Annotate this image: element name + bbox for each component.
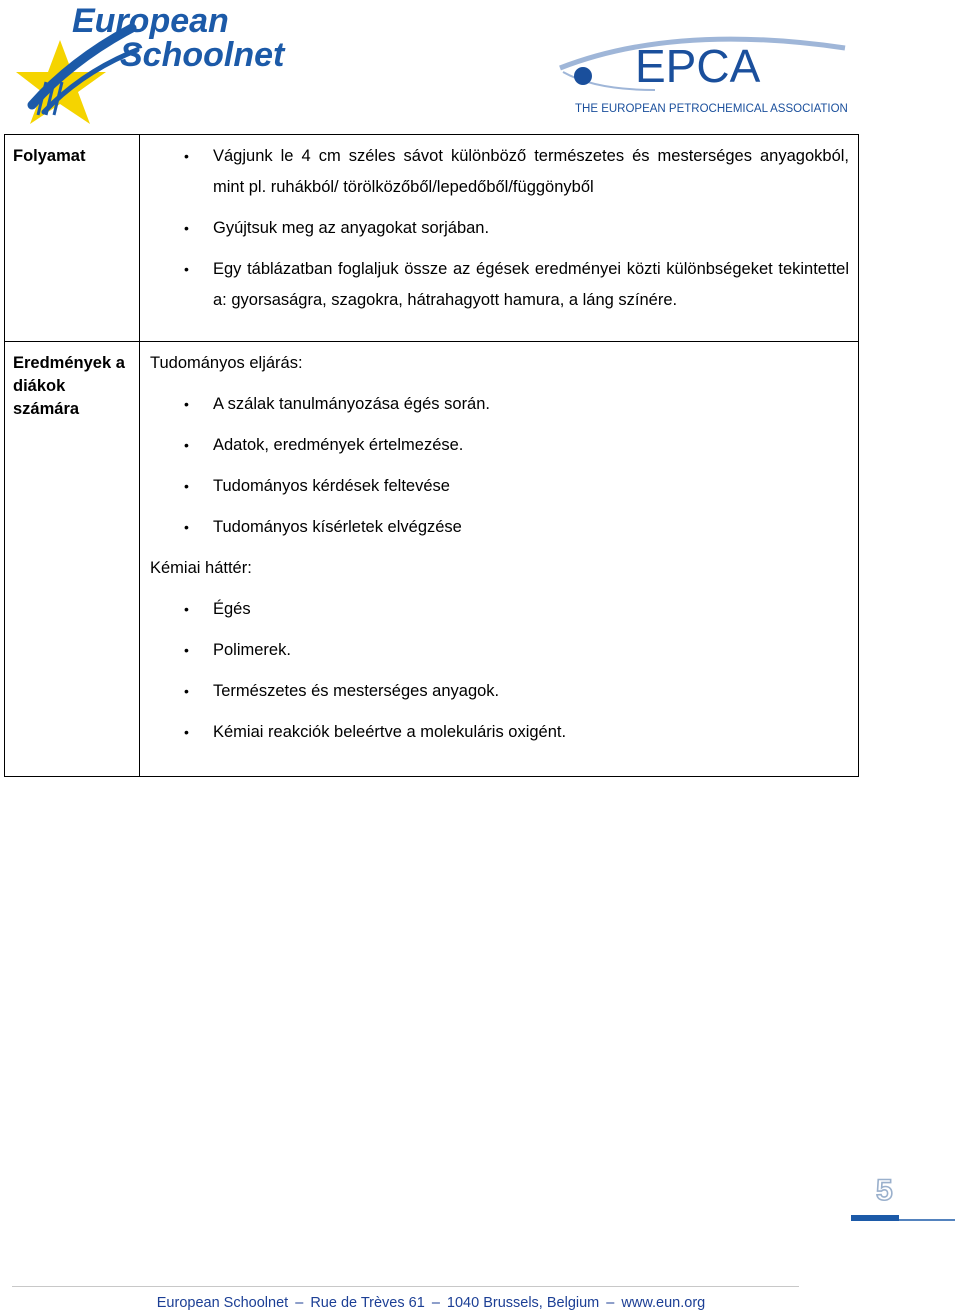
bullet-icon: • xyxy=(184,519,189,535)
list-item: • Vágjunk le 4 cm széles sávot különböző természetes és mesterséges anyagokból, mint pl. ruhákból/ törölközőből/lepedőből/függönyből xyxy=(150,141,849,203)
scientific-process-heading: Tudományos eljárás: xyxy=(150,354,303,372)
bullet-icon: • xyxy=(184,396,189,412)
table-row-process xyxy=(5,135,859,342)
footer-org: European Schoolnet xyxy=(156,1295,289,1311)
eun-line1-text: European xyxy=(72,2,229,40)
scientific-process-list xyxy=(150,389,849,543)
eun-line2-text: Schoolnet xyxy=(120,36,285,74)
activity-table xyxy=(4,134,859,777)
star-icon xyxy=(16,28,137,124)
row-label-process: Folyamat xyxy=(5,135,140,342)
outcomes-content-cell xyxy=(140,342,859,777)
page-number: 5 xyxy=(876,1174,893,1207)
page-mark-bar xyxy=(851,1215,899,1221)
table-row-outcomes xyxy=(5,342,859,777)
bullet-icon: • xyxy=(184,148,189,164)
bullet-icon: • xyxy=(184,724,189,740)
bullet-icon: • xyxy=(184,683,189,699)
chemical-background-list xyxy=(150,594,849,748)
process-steps-list xyxy=(150,141,849,316)
list-item: • Gyújtsuk meg az anyagokat sorjában. xyxy=(150,213,849,244)
bullet-icon: • xyxy=(184,642,189,658)
list-item: • A szálak tanulmányozása égés során. xyxy=(150,389,849,420)
epca-tagline: THE EUROPEAN PETROCHEMICAL ASSOCIATION xyxy=(575,103,848,115)
epca-name: EPCA xyxy=(635,40,761,92)
bullet-icon: • xyxy=(184,601,189,617)
row-label-outcomes: Eredmények a diákok számára xyxy=(5,342,140,777)
epca-logo xyxy=(555,28,855,118)
bullet-icon: • xyxy=(184,261,189,277)
bullet-icon: • xyxy=(184,437,189,453)
footer-separator: – xyxy=(606,1295,615,1311)
european-schoolnet-logo xyxy=(12,0,287,128)
list-item: • Tudományos kísérletek elvégzése xyxy=(150,512,849,543)
page-number-mark xyxy=(850,1172,956,1226)
footer-divider xyxy=(12,1286,799,1287)
list-item: • Tudományos kérdések feltevése xyxy=(150,471,849,502)
list-item: • Természetes és mesterséges anyagok. xyxy=(150,676,849,707)
list-item: • Égés xyxy=(150,594,849,625)
footer-city: 1040 Brussels, Belgium xyxy=(446,1295,600,1311)
list-item: • Kémiai reakciók beleértve a molekuláris oxigént. xyxy=(150,717,849,748)
bullet-icon: • xyxy=(184,220,189,236)
chemical-background-heading: Kémiai háttér: xyxy=(150,559,252,577)
bullet-icon: • xyxy=(184,478,189,494)
footer-url-link[interactable]: www.eun.org xyxy=(621,1295,706,1311)
footer-address: Rue de Trèves 61 xyxy=(310,1295,425,1311)
list-item: • Adatok, eredmények értelmezése. xyxy=(150,430,849,461)
footer-separator: – xyxy=(431,1295,440,1311)
globe-dot-icon xyxy=(574,67,592,85)
process-content-cell xyxy=(140,135,859,342)
footer-separator: – xyxy=(295,1295,304,1311)
list-item: • Polimerek. xyxy=(150,635,849,666)
list-item: • Egy táblázatban foglaljuk össze az égések eredményei közti különbségeket tekintettel a: gyorsaságra, szagokra, hátrahagyott hamura, a láng színére. xyxy=(150,254,849,316)
footer xyxy=(0,1295,862,1311)
